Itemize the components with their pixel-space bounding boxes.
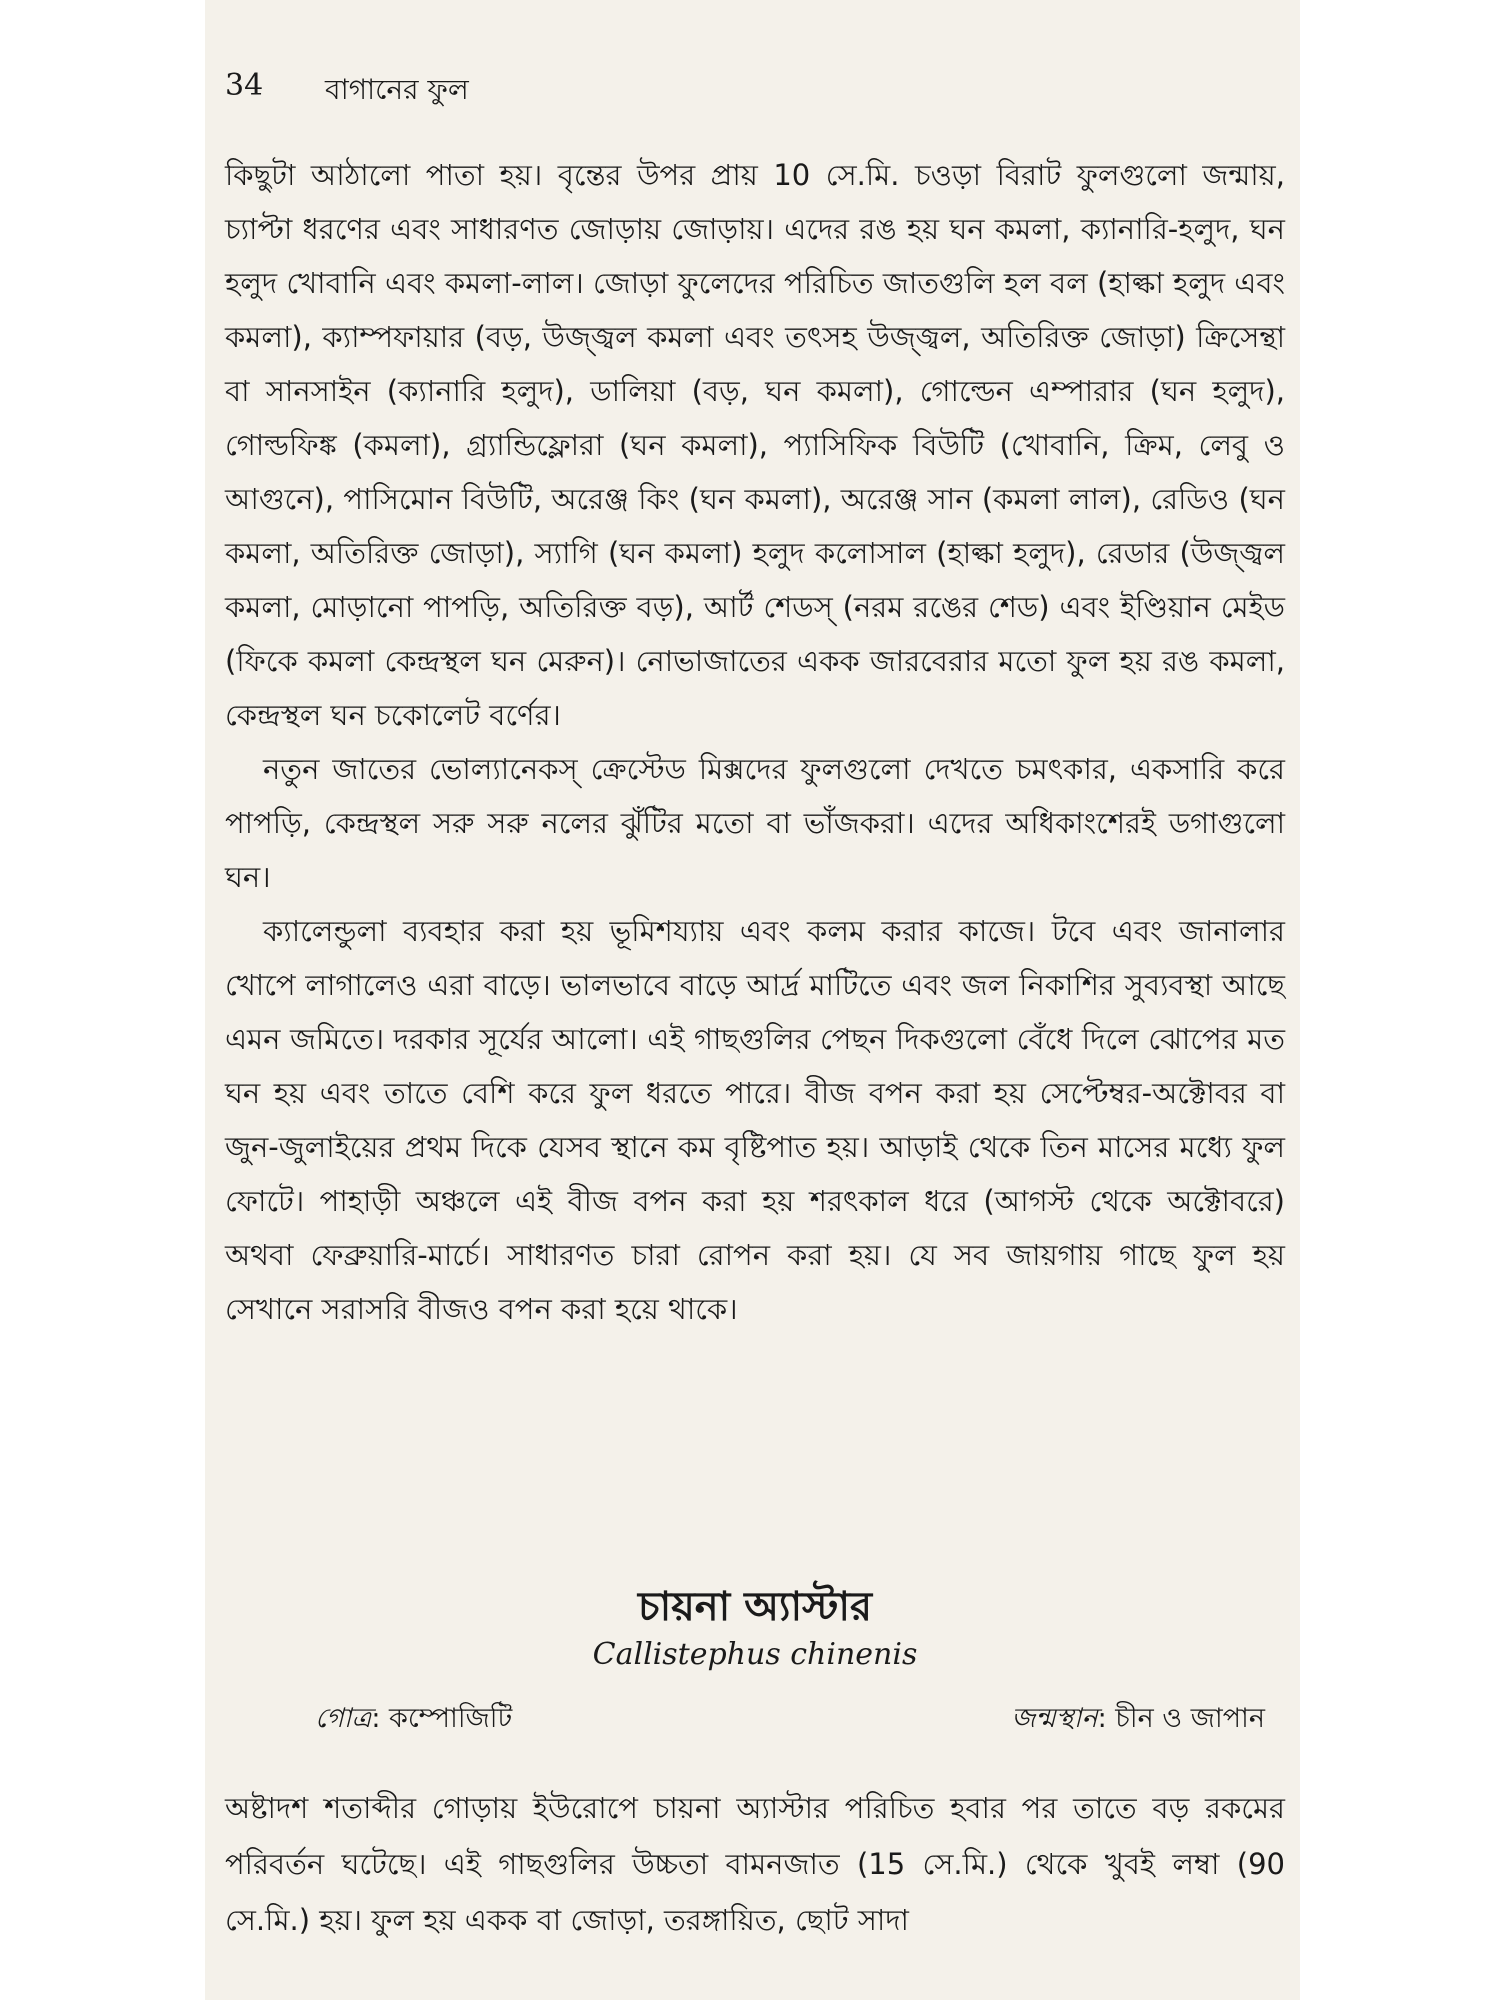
page-number: 34 [225, 68, 264, 103]
family-value: : কম্পোজিটি [371, 1703, 513, 1734]
paragraph: নতুন জাতের ভোল্যানেকস্ ক্রেস্টেড মিক্সদের ফুলগুলো দেখতে চমৎকার, একসারি করে পাপড়ি, কেন্দ্রস্থল সরু সরু নলের ঝুঁটির মতো বা ভাঁজকরা। এদের অধিকাংশেরই ডগাগুলো ঘন। [225, 752, 1285, 894]
section-title: চায়না অ্যাস্টার [638, 1584, 872, 1630]
plant-meta [225, 1698, 1285, 1738]
paragraph: কিছুটা আঠালো পাতা হয়। বৃন্তের উপর প্রায় 10 সে.মি. চওড়া বিরাট ফুলগুলো জন্মায়, চ্যাপ্টা ধরণের এবং সাধারণত জোড়ায় জোড়ায়। এদের রঙ হয় ঘন কমলা, ক্যানারি-হলুদ, ঘন হলুদ খোবানি এবং কমলা-লাল। জোড়া ফুলেদের পরিচিত জাতগুলি হল বল (হাল্কা হলুদ এবং কমলা), ক্যাম্পফায়ার (বড়, উজ্জ্বল কমলা এবং তৎসহ উজ্জ্বল, অতিরিক্ত জোড়া) ক্রিসেন্থা বা সানসাইন (ক্যানারি হলুদ), ডালিয়া (বড়, ঘন কমলা), গোল্ডেন এম্পারার (ঘন হলুদ), গোল্ডফিঙ্ক (কমলা), গ্র্যান্ডিফ্লোরা (ঘন কমলা), প্যাসিফিক বিউটি (খোবানি, ক্রিম, লেবু ও আগুনে), পাসিমোন বিউটি, অরেঞ্জ কিং (ঘন কমলা), অরেঞ্জ সান (কমলা লাল), রেডিও (ঘন কমলা, অতিরিক্ত জোড়া), স্যাগি (ঘন কমলা) হলুদ কলোসাল (হাল্কা হলুদ), রেডার (উজ্জ্বল কমলা, মোড়ানো পাপড়ি, অতিরিক্ত বড়), আর্ট শেডস্ (নরম রঙের শেড) এবং ইণ্ডিয়ান মেইড (ফিকে কমলা কেন্দ্রস্থল ঘন মেরুন)। নোভাজাতের একক জারবেরার মতো ফুল হয় রঙ কমলা, কেন্দ্রস্থল ঘন চকোলেট বর্ণের। [225, 158, 1285, 732]
family-label: গোত্র [315, 1703, 372, 1734]
origin-info [1011, 1698, 1265, 1743]
scientific-name: Callistephus chinenis [592, 1637, 918, 1672]
paragraph: ক্যালেন্ডুলা ব্যবহার করা হয় ভূমিশয্যায় এবং কলম করার কাজে। টবে এবং জানালার খোপে লাগালেও এরা বাড়ে। ভালভাবে বাড়ে আর্দ্র মাটিতে এবং জল নিকাশির সুব্যবস্থা আছে এমন জমিতে। দরকার সূর্যের আলো। এই গাছগুলির পেছন দিকগুলো বেঁধে দিলে ঝোপের মত ঘন হয় এবং তাতে বেশি করে ফুল ধরতে পারে। বীজ বপন করা হয় সেপ্টেম্বর-অক্টোবর বা জুন-জুলাইয়ের প্রথম দিকে যেসব স্থানে কম বৃষ্টিপাত হয়। আড়াই থেকে তিন মাসের মধ্যে ফুল ফোটে। পাহাড়ী অঞ্চলে এই বীজ বপন করা হয় শরৎকাল ধরে (আগস্ট থেকে অক্টোবরে) অথবা ফেব্রুয়ারি-মার্চে। সাধারণত চারা রোপন করা হয়। যে সব জায়গায় গাছে ফুল হয় সেখানে সরাসরি বীজও বপন করা হয়ে থাকে। [225, 914, 1285, 1326]
page-header [225, 68, 1285, 118]
paragraph: অষ্টাদশ শতাব্দীর গোড়ায় ইউরোপে চায়না অ্যাস্টার পরিচিত হবার পর তাতে বড় রকমের পরিবর্তন ঘটেছে। এই গাছগুলির উচ্চতা বামনজাত (15 সে.মি.) থেকে খুবই লম্বা (90 সে.মি.) হয়। ফুল হয় একক বা জোড়া, তরঙ্গায়িত, ছোট সাদা [225, 1791, 1285, 1937]
body-text [225, 148, 1285, 1336]
origin-label: জন্মস্থান [1011, 1703, 1098, 1734]
running-title: বাগানের ফুল [325, 73, 469, 106]
section-body-text [225, 1780, 1285, 1948]
origin-value: : চীন ও জাপান [1097, 1703, 1265, 1734]
family-info [315, 1698, 512, 1743]
